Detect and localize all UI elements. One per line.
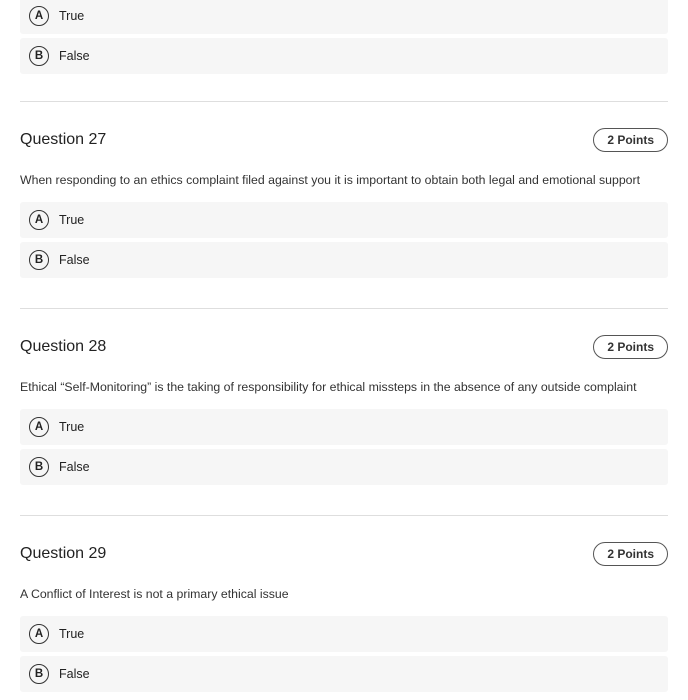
question-header — [20, 541, 668, 567]
option-label: False — [59, 460, 90, 474]
option-label: True — [59, 420, 85, 434]
option-label: False — [59, 49, 90, 63]
divider — [20, 101, 668, 102]
option-label: True — [59, 9, 85, 23]
option-letter-a: A — [29, 210, 49, 230]
option-list — [20, 202, 668, 278]
option-letter-a: A — [29, 417, 49, 437]
points-badge: 2 Points — [593, 542, 668, 566]
question-header — [20, 127, 668, 153]
option-list — [20, 409, 668, 485]
question-title: Question 27 — [20, 131, 107, 148]
option-letter-a: A — [29, 6, 49, 26]
question-text: Ethical “Self-Monitoring” is the taking of responsibility for ethical missteps in the absence of any outside complaint — [20, 380, 637, 394]
option-b-false[interactable] — [20, 38, 668, 74]
option-list — [20, 616, 668, 692]
question-header — [20, 334, 668, 360]
option-b-false[interactable] — [20, 449, 668, 485]
question-text: A Conflict of Interest is not a primary ethical issue — [20, 587, 289, 601]
points-badge: 2 Points — [593, 128, 668, 152]
option-label: False — [59, 253, 90, 267]
option-letter-b: B — [29, 46, 49, 66]
option-b-false[interactable] — [20, 242, 668, 278]
option-a-true[interactable] — [20, 202, 668, 238]
option-label: True — [59, 213, 85, 227]
option-letter-b: B — [29, 664, 49, 684]
option-a-true[interactable] — [20, 616, 668, 652]
option-letter-b: B — [29, 457, 49, 477]
option-label: False — [59, 667, 90, 681]
option-b-false[interactable] — [20, 656, 668, 692]
question-29 — [20, 541, 668, 696]
question-title: Question 29 — [20, 545, 107, 562]
question-28 — [20, 334, 668, 489]
divider — [20, 308, 668, 309]
previous-question-options — [20, 0, 668, 78]
points-badge: 2 Points — [593, 335, 668, 359]
option-a-true[interactable] — [20, 409, 668, 445]
option-a-true[interactable] — [20, 0, 668, 34]
divider — [20, 515, 668, 516]
question-text: When responding to an ethics complaint filed against you it is important to obtain both legal and emotional support — [20, 173, 641, 187]
question-27 — [20, 127, 668, 282]
question-title: Question 28 — [20, 338, 107, 355]
option-letter-a: A — [29, 624, 49, 644]
option-letter-b: B — [29, 250, 49, 270]
option-label: True — [59, 627, 85, 641]
